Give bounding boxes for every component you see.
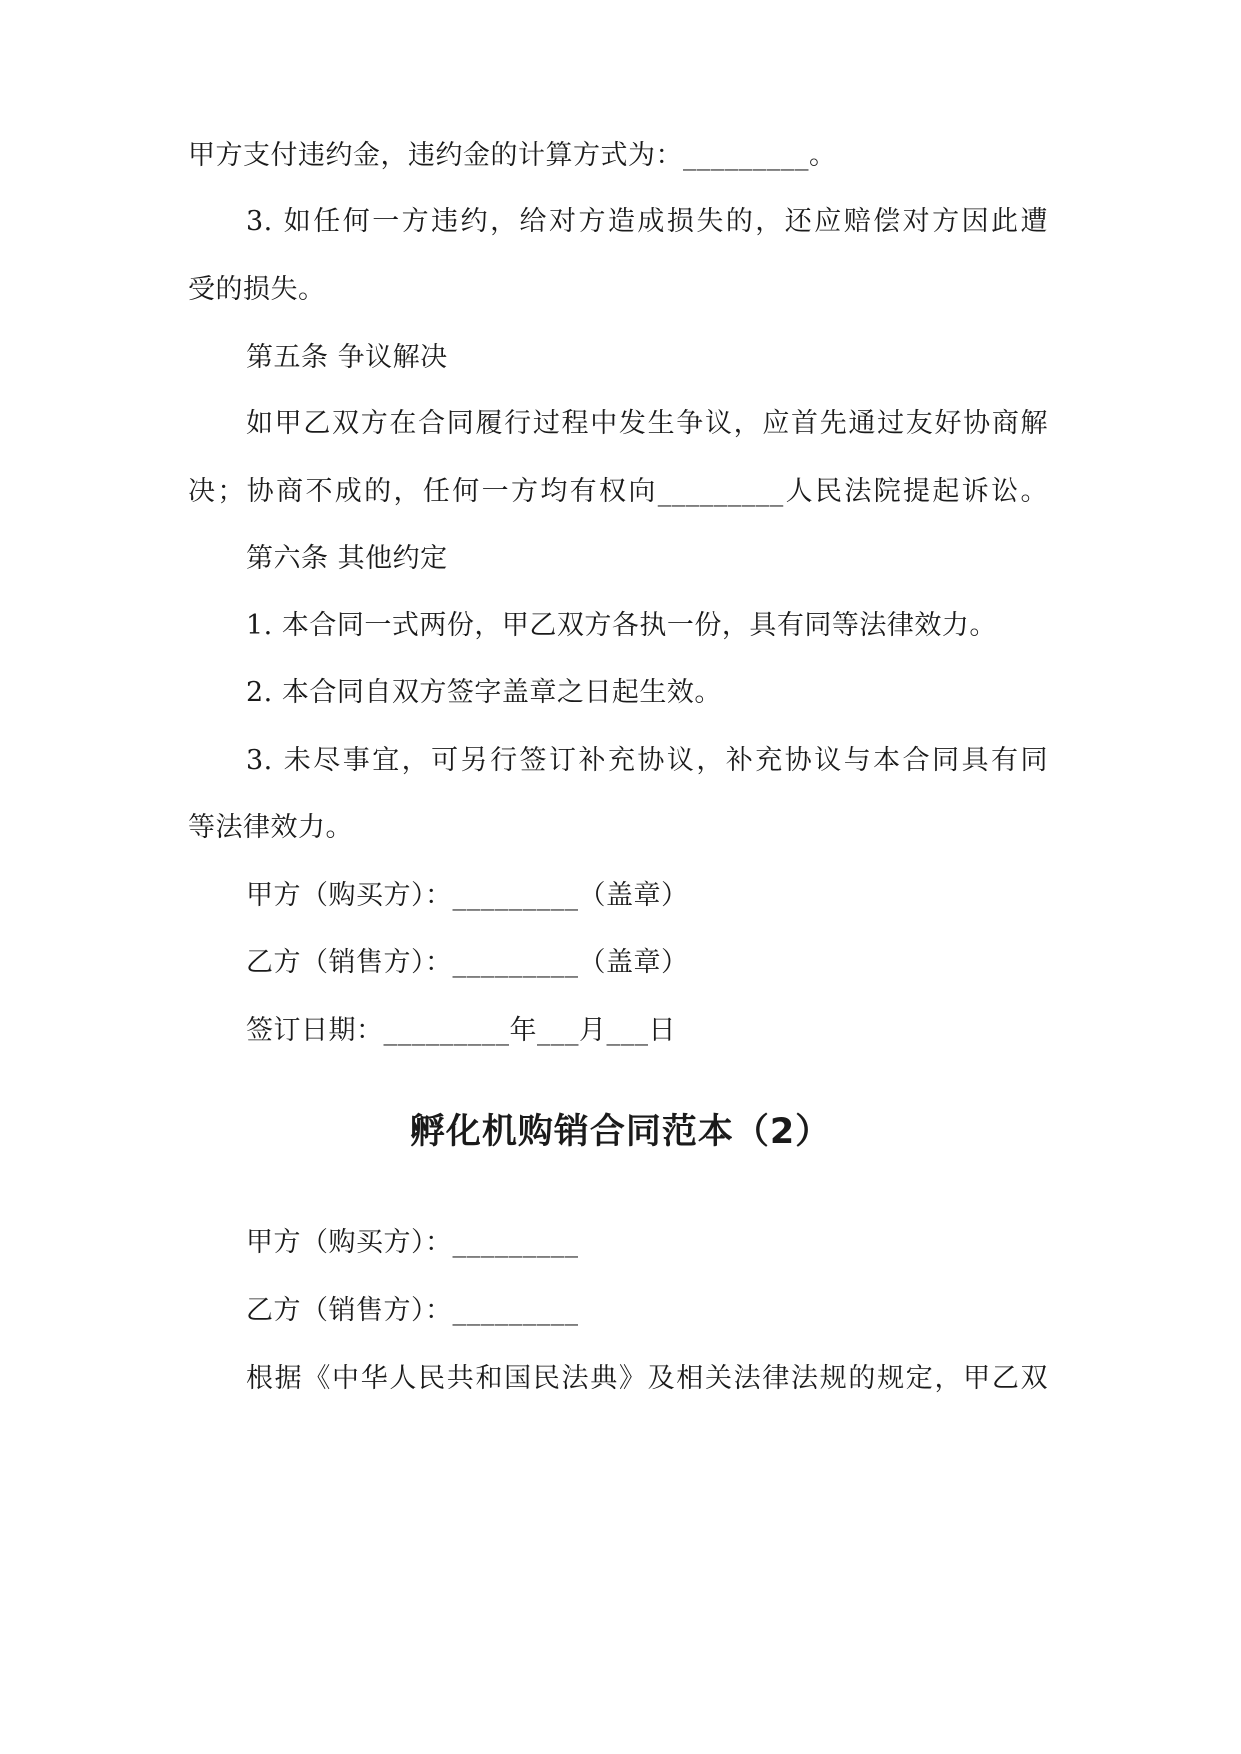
paragraph-line: 如甲乙双方在合同履行过程中发生争议，应首先通过友好协商解 bbox=[246, 408, 1048, 439]
paragraph-line: 等法律效力。 bbox=[188, 812, 353, 843]
paragraph-line: 决；协商不成的，任何一方均有权向_________人民法院提起诉讼。 bbox=[188, 476, 1048, 507]
list-item: 3. 未尽事宜，可另行签订补充协议，补充协议与本合同具有同 bbox=[246, 745, 1048, 776]
paragraph-line: 受的损失。 bbox=[188, 274, 326, 305]
list-item: 2. 本合同自双方签字盖章之日起生效。 bbox=[246, 677, 722, 708]
party-b-signature-line: 乙方（销售方）：_________（盖章） bbox=[246, 947, 689, 978]
party-a-signature-line: 甲方（购买方）：_________（盖章） bbox=[246, 880, 689, 911]
signing-date-line: 签订日期：_________年___月___日 bbox=[246, 1015, 676, 1046]
party-b-line: 乙方（销售方）：_________ bbox=[246, 1295, 579, 1326]
paragraph-line: 甲方支付违约金，违约金的计算方式为：_________。 bbox=[188, 140, 837, 171]
party-a-line: 甲方（购买方）：_________ bbox=[246, 1227, 579, 1258]
article-heading: 第五条 争议解决 bbox=[246, 342, 448, 373]
article-heading: 第六条 其他约定 bbox=[246, 543, 448, 574]
paragraph-line: 根据《中华人民共和国民法典》及相关法律法规的规定，甲乙双 bbox=[246, 1363, 1048, 1394]
list-item: 1. 本合同一式两份，甲乙双方各执一份，具有同等法律效力。 bbox=[246, 610, 997, 641]
section-title: 孵化机购销合同范本（2） bbox=[409, 1112, 832, 1152]
paragraph-line: 3. 如任何一方违约，给对方造成损失的，还应赔偿对方因此遭 bbox=[246, 206, 1048, 237]
